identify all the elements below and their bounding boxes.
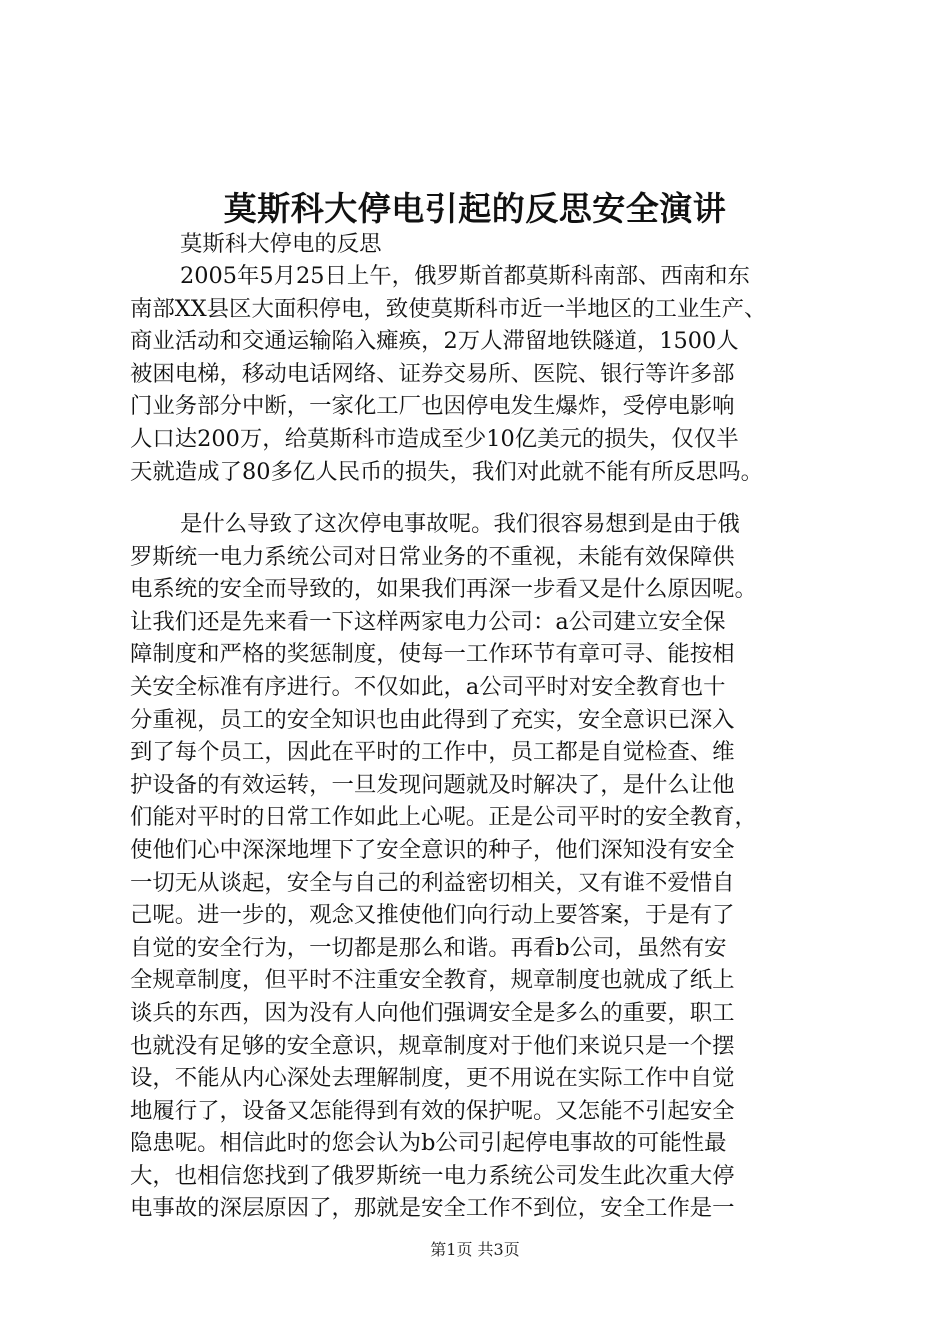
document-title: 莫斯科大停电引起的反思安全演讲 (223, 189, 727, 228)
paragraph-line: 隐患呢。相信此时的您会认为b公司引起停电事故的可能性最 (130, 1130, 727, 1157)
paragraph-line: 门业务部分中断，一家化工厂也因停电发生爆炸，受停电影响 (130, 393, 735, 420)
paragraph-line: 障制度和严格的奖惩制度，使每一工作环节有章可寻、能按相 (130, 641, 735, 668)
paragraph-line: 2005年5月25日上午，俄罗斯首都莫斯科南部、西南和东 (180, 263, 750, 289)
paragraph-line: 人口达200万，给莫斯科市造成至少10亿美元的损失，仅仅半 (130, 425, 739, 452)
paragraph-line: 南部XX县区大面积停电，致使莫斯科市近一半地区的工业生产、 (130, 295, 767, 322)
paragraph-line: 护设备的有效运转，一旦发现问题就及时解决了，是什么让他 (130, 771, 735, 798)
paragraph-line: 天就造成了80多亿人民币的损失，我们对此就不能有所反思吗。 (130, 458, 764, 485)
paragraph-line: 设，不能从内心深处去理解制度，更不用说在实际工作中自觉 (130, 1065, 735, 1092)
paragraph-line: 大，也相信您找到了俄罗斯统一电力系统公司发生此次重大停 (130, 1162, 735, 1189)
paragraph-line: 是什么导致了这次停电事故呢。我们很容易想到是由于俄 (180, 511, 740, 537)
paragraph-line: 地履行了，设备又怎能得到有效的保护呢。又怎能不引起安全 (130, 1097, 735, 1124)
paragraph-line: 也就没有足够的安全意识，规章制度对于他们来说只是一个摆 (130, 1032, 735, 1059)
paragraph-line: 电事故的深层原因了，那就是安全工作不到位，安全工作是一 (130, 1195, 735, 1222)
paragraph-line: 商业活动和交通运输陷入瘫痪，2万人滞留地铁隧道，1500人 (130, 328, 739, 355)
paragraph-line: 谈兵的东西，因为没有人向他们强调安全是多么的重要，职工 (130, 999, 735, 1026)
paragraph-line: 分重视，员工的安全知识也由此得到了充实，安全意识已深入 (130, 706, 735, 733)
paragraph-line: 电系统的安全而导致的，如果我们再深一步看又是什么原因呢。 (130, 576, 757, 603)
paragraph-line: 让我们还是先来看一下这样两家电力公司：a公司建立安全保 (130, 608, 726, 635)
paragraph-line: 使他们心中深深地埋下了安全意识的种子，他们深知没有安全 (130, 836, 735, 863)
paragraph-line: 一切无从谈起，安全与自己的利益密切相关，又有谁不爱惜自 (130, 869, 735, 896)
paragraph-line: 自觉的安全行为，一切都是那么和谐。再看b公司，虽然有安 (130, 934, 727, 961)
document-subtitle: 莫斯科大停电的反思 (180, 231, 382, 257)
paragraph-line: 到了每个员工，因此在平时的工作中，员工都是自觉检查、维 (130, 739, 735, 766)
page-footer: 第1页 共3页 (430, 1240, 520, 1259)
paragraph-1 (130, 260, 820, 488)
paragraph-line: 被困电梯，移动电话网络、证券交易所、医院、银行等许多部 (130, 360, 735, 387)
paragraph-2 (130, 508, 820, 1225)
paragraph-line: 们能对平时的日常工作如此上心呢。正是公司平时的安全教育， (130, 804, 757, 831)
paragraph-line: 关安全标准有序进行。不仅如此，a公司平时对安全教育也十 (130, 673, 726, 700)
paragraph-line: 己呢。进一步的，观念又推使他们向行动上要答案，于是有了 (130, 902, 735, 929)
paragraph-line: 全规章制度，但平时不注重安全教育，规章制度也就成了纸上 (130, 967, 735, 994)
paragraph-line: 罗斯统一电力系统公司对日常业务的不重视，未能有效保障供 (130, 543, 735, 570)
